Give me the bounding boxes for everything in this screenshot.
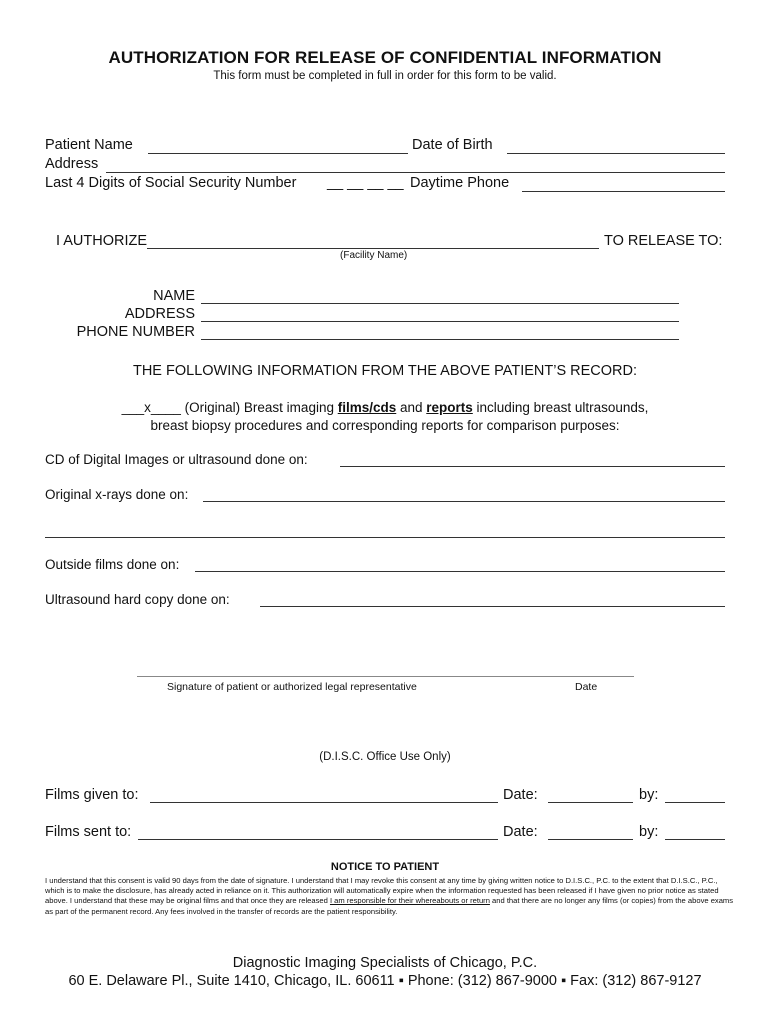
recipient-address-label: ADDRESS bbox=[124, 306, 195, 322]
daytime-phone-field[interactable] bbox=[522, 191, 725, 192]
record-and-text: and bbox=[396, 400, 427, 415]
record-text-part1: (Original) Breast imaging bbox=[180, 400, 338, 415]
recipient-phone-field[interactable] bbox=[201, 339, 679, 340]
recipient-phone-label: PHONE NUMBER bbox=[76, 324, 195, 340]
footer-company: Diagnostic Imaging Specialists of Chicago, P.C. bbox=[232, 955, 538, 971]
films-sent-field[interactable] bbox=[138, 839, 498, 840]
outside-films-field[interactable] bbox=[195, 571, 725, 572]
dob-field[interactable] bbox=[507, 153, 725, 154]
daytime-phone-label: Daytime Phone bbox=[410, 175, 510, 191]
films-sent-by-label: by: bbox=[639, 824, 659, 840]
original-xrays-field[interactable] bbox=[203, 501, 725, 502]
films-given-date-label: Date: bbox=[503, 787, 538, 803]
films-given-field[interactable] bbox=[150, 802, 498, 803]
recipient-address-field[interactable] bbox=[201, 321, 679, 322]
cd-images-label: CD of Digital Images or ultrasound done on: bbox=[45, 452, 308, 467]
cd-images-field[interactable] bbox=[340, 466, 725, 467]
notice-title: NOTICE TO PATIENT bbox=[330, 861, 440, 873]
films-given-by-field[interactable] bbox=[665, 802, 725, 803]
form-subtitle: This form must be completed in full in order for this form to be valid. bbox=[213, 70, 557, 82]
ssn-field[interactable]: __ __ __ __ bbox=[327, 175, 404, 191]
signature-caption: Signature of patient or authorized legal representative bbox=[167, 681, 417, 693]
address-field[interactable] bbox=[106, 172, 725, 173]
record-request-line2: breast biopsy procedures and corresponding reports for comparison purposes: bbox=[150, 418, 620, 433]
dob-label: Date of Birth bbox=[412, 137, 493, 153]
notice-text-b: and that there are no longer any films (or copies) from the above exams as part of the permanent record. Any fees involved in the transfer of records are the patient responsibility. bbox=[45, 896, 734, 916]
record-check[interactable]: ___x____ bbox=[121, 400, 181, 415]
i-authorize-label: I AUTHORIZE bbox=[56, 233, 148, 249]
films-cds-text: films/cds bbox=[337, 400, 397, 415]
reports-text: reports bbox=[426, 400, 473, 415]
footer-address: 60 E. Delaware Pl., Suite 1410, Chicago, IL. 60611 ▪ Phone: (312) 867-9000 ▪ Fax: (312) 867-9127 bbox=[68, 973, 702, 989]
facility-name-caption: (Facility Name) bbox=[340, 250, 408, 261]
films-given-by-label: by: bbox=[639, 787, 659, 803]
office-use-caption: (D.I.S.C. Office Use Only) bbox=[319, 751, 451, 763]
notice-body bbox=[45, 876, 735, 917]
record-request-line1 bbox=[0, 400, 770, 415]
form-title: AUTHORIZATION FOR RELEASE OF CONFIDENTIAL INFORMATION bbox=[108, 48, 662, 67]
films-sent-by-field[interactable] bbox=[665, 839, 725, 840]
recipient-name-label: NAME bbox=[153, 288, 195, 304]
patient-name-label: Patient Name bbox=[45, 137, 133, 153]
notice-text-underlined: I am responsible for their whereabouts or return bbox=[329, 896, 490, 906]
release-to-label: TO RELEASE TO: bbox=[604, 233, 723, 249]
blank-extra-line[interactable] bbox=[45, 537, 725, 538]
record-text-part2: including breast ultrasounds, bbox=[472, 400, 649, 415]
films-sent-label: Films sent to: bbox=[45, 824, 132, 840]
films-sent-date-field[interactable] bbox=[548, 839, 633, 840]
patient-name-field[interactable] bbox=[148, 153, 408, 154]
films-given-date-field[interactable] bbox=[548, 802, 633, 803]
ssn-label: Last 4 Digits of Social Security Number bbox=[45, 175, 297, 191]
facility-name-field[interactable] bbox=[147, 248, 599, 249]
original-xrays-label: Original x-rays done on: bbox=[45, 487, 189, 502]
date-caption: Date bbox=[575, 681, 598, 693]
outside-films-label: Outside films done on: bbox=[45, 557, 180, 572]
recipient-name-field[interactable] bbox=[201, 303, 679, 304]
films-given-label: Films given to: bbox=[45, 787, 139, 803]
signature-line[interactable] bbox=[137, 676, 634, 677]
info-heading: THE FOLLOWING INFORMATION FROM THE ABOVE PATIENT’S RECORD: bbox=[132, 363, 638, 379]
ultrasound-copy-label: Ultrasound hard copy done on: bbox=[45, 592, 230, 607]
films-sent-date-label: Date: bbox=[503, 824, 538, 840]
ultrasound-copy-field[interactable] bbox=[260, 606, 725, 607]
notice-text-a: I understand that this consent is valid 90 days from the date of signature. I understand that I may revoke this consent at any time by giving written notice to D.I.S.C., P.C. to the extent that D.I.S.C., P.C., which is to make the disclosure, has already acted in reliance on it. This authorization will automatically expire when the information requested has been released if I have given no prior notice as stated above. I understand that these may be original films and that once they are released bbox=[45, 876, 719, 906]
address-label: Address bbox=[45, 156, 99, 172]
